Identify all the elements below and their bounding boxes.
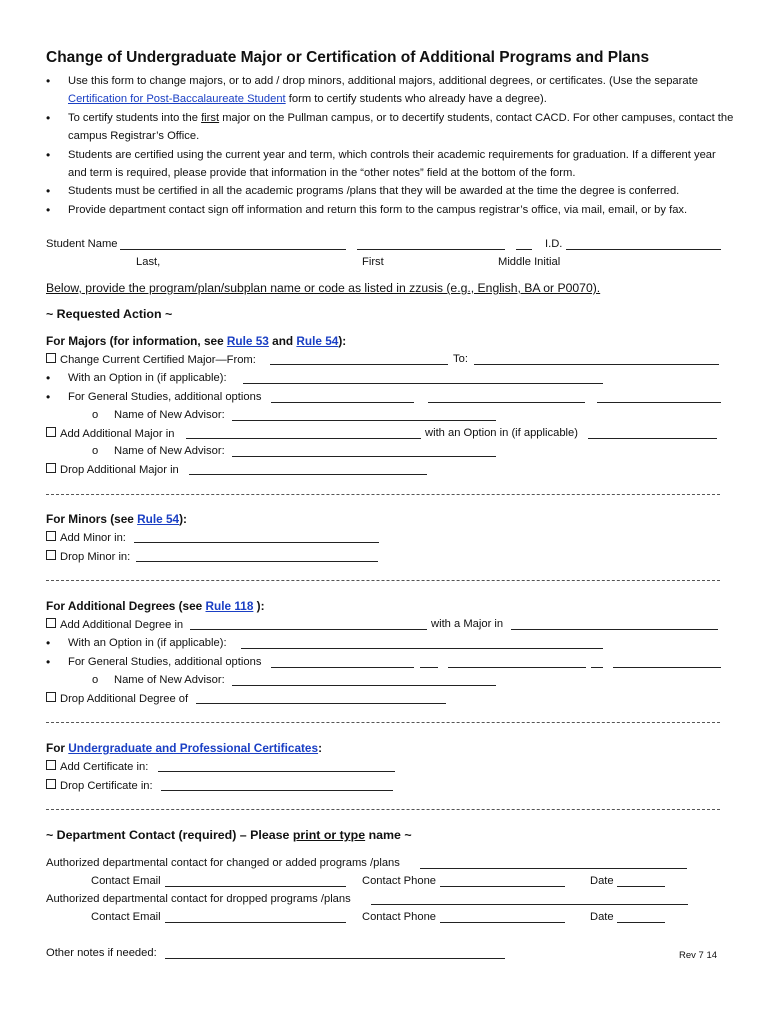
majors-heading <box>46 334 346 348</box>
add-certificate-label: Add Certificate in: <box>60 761 149 773</box>
with-option-label: with an Option in (if applicable) <box>425 427 578 439</box>
drop-minor-field[interactable] <box>136 550 378 562</box>
drop-certificate-field[interactable] <box>161 779 393 791</box>
minors-heading-text: ): <box>179 512 187 526</box>
major-advisor-field[interactable] <box>232 409 496 421</box>
last-name-field[interactable] <box>120 238 346 250</box>
instruction-item: • Students are certified using the current year and term, which controls their academic requirements for graduation. If a different year and term is required, please provide that information in the “other notes” field at the bottom of the form. <box>46 146 736 183</box>
minors-heading-text: For Minors (see <box>46 512 138 526</box>
add-minor-checkbox[interactable] <box>46 531 56 541</box>
add-degree-row <box>46 618 183 631</box>
drop-minor-label: Drop Minor in: <box>60 551 131 563</box>
page-title: Change of Undergraduate Major or Certification of Additional Programs and Plans <box>46 49 650 66</box>
add-degree-checkbox[interactable] <box>46 618 56 628</box>
sub-bullet-icon: o <box>92 445 99 457</box>
drop-degree-row <box>46 692 188 705</box>
add-certificate-field[interactable] <box>158 760 395 772</box>
drop-minor-row <box>46 550 130 563</box>
degree-gen-option-3[interactable] <box>613 656 721 668</box>
instruction-text: Use this form to change majors, or to add / drop minors, additional majors, additional degrees, or certificates. (Use the separate <box>68 75 698 87</box>
option-label: With an Option in (if applicable): <box>68 372 227 384</box>
section-divider <box>46 809 720 810</box>
certificates-heading-text: For <box>46 741 69 755</box>
other-notes-label: Other notes if needed: <box>46 947 157 959</box>
degree-gen-option-2[interactable] <box>448 656 586 668</box>
drop-certificate-row <box>46 779 153 792</box>
add-major-checkbox[interactable] <box>46 427 56 437</box>
drop-major-row <box>46 463 179 476</box>
add-minor-field[interactable] <box>134 531 379 543</box>
instruction-emphasis: first <box>201 111 220 124</box>
drop-degree-field[interactable] <box>196 692 446 704</box>
dropped-email-field[interactable] <box>165 911 346 923</box>
revision-label: Rev 7 14 <box>679 950 718 961</box>
degree-major-field[interactable] <box>511 618 718 630</box>
rule-118-link[interactable]: Rule 118 <box>205 599 254 613</box>
major-from-field[interactable] <box>270 353 448 365</box>
instruction-item: • Students must be certified in all the academic programs /plans that they will be awarded at the time the degree is conferred. <box>46 182 736 200</box>
gen-studies-option-1[interactable] <box>271 391 414 403</box>
date-label: Date <box>590 875 614 887</box>
instruction-text: To certify students into the <box>68 111 202 124</box>
certificates-link[interactable]: Undergraduate and Professional Certificates <box>68 741 319 755</box>
bullet-icon: • <box>46 390 51 404</box>
add-degree-label: Add Additional Degree in <box>60 619 184 631</box>
drop-major-label: Drop Additional Major in <box>60 464 179 476</box>
dropped-phone-field[interactable] <box>440 911 565 923</box>
add-certificate-row <box>46 760 148 773</box>
rule-54-link[interactable]: Rule 54 <box>296 334 339 348</box>
drop-certificate-label: Drop Certificate in: <box>60 780 153 792</box>
changed-phone-field[interactable] <box>440 875 565 887</box>
last-caption: Last, <box>136 256 161 268</box>
instruction-item: • Provide department contact sign off information and return this form to the campus registrar’s office, via mail, email, or by fax. <box>46 201 736 219</box>
contact-email-label: Contact Email <box>91 911 161 923</box>
rule-53-link[interactable]: Rule 53 <box>226 334 269 348</box>
instruction-item <box>46 72 736 109</box>
changed-contact-field[interactable] <box>420 857 687 869</box>
dropped-date-field[interactable] <box>617 911 665 923</box>
option-label: With an Option in (if applicable): <box>68 637 227 649</box>
change-major-checkbox[interactable] <box>46 353 56 363</box>
add-major-advisor-field[interactable] <box>232 445 496 457</box>
id-label: I.D. <box>545 238 563 250</box>
degree-gen-option-1[interactable] <box>271 656 414 668</box>
instruction-text: major on the Pullman campus, or to decertify students, contact CACD. For other campuses, contact the campus Registrar’s Office. <box>68 111 734 143</box>
dept-heading-emphasis: print or type <box>292 828 366 842</box>
bullet-icon: • <box>46 636 51 650</box>
add-major-row <box>46 427 174 440</box>
degree-gen-option-2b[interactable] <box>591 656 603 668</box>
other-notes-field[interactable] <box>165 947 505 959</box>
post-bacc-link[interactable]: Certification for Post-Baccalaureate Student <box>68 93 286 106</box>
section-divider <box>46 722 720 723</box>
add-major-option-field[interactable] <box>588 427 717 439</box>
degrees-heading-text: For Additional Degrees (see <box>46 599 206 613</box>
drop-degree-checkbox[interactable] <box>46 692 56 702</box>
changed-contact-label: Authorized departmental contact for changed or added programs /plans <box>46 857 400 869</box>
instruction-item <box>46 109 736 146</box>
majors-heading-text: ): <box>338 334 347 348</box>
majors-heading-text: and <box>268 334 297 348</box>
bullet-icon: • <box>46 655 51 669</box>
dept-heading-text: ~ Department Contact (required) – Please <box>46 828 293 842</box>
add-minor-row <box>46 531 126 544</box>
id-field[interactable] <box>566 238 721 250</box>
sub-bullet-icon: o <box>92 674 99 686</box>
changed-date-field[interactable] <box>617 875 665 887</box>
middle-initial-field[interactable] <box>516 238 532 250</box>
drop-minor-checkbox[interactable] <box>46 550 56 560</box>
sub-bullet-icon: o <box>92 409 99 421</box>
minors-rule-54-link[interactable]: Rule 54 <box>137 512 180 526</box>
change-major-label: Change Current Certified Major—From: <box>60 354 256 366</box>
instruction-text: form to certify students who already have a degree). <box>285 93 547 106</box>
with-major-label: with a Major in <box>431 618 504 630</box>
dropped-contact-field[interactable] <box>371 893 688 905</box>
first-name-field[interactable] <box>357 238 505 250</box>
minors-heading <box>46 512 187 526</box>
middle-caption: Middle Initial <box>498 256 561 268</box>
dropped-contact-label: Authorized departmental contact for dropped programs /plans <box>46 893 351 905</box>
majors-heading-text: For Majors (for information, see <box>46 334 227 348</box>
changed-email-field[interactable] <box>165 875 346 887</box>
degrees-heading-text: ): <box>253 599 265 613</box>
gen-studies-option-3[interactable] <box>597 391 721 403</box>
drop-major-field[interactable] <box>189 463 427 475</box>
contact-phone-label: Contact Phone <box>362 911 437 923</box>
dept-heading-text: name ~ <box>365 828 412 842</box>
add-certificate-checkbox[interactable] <box>46 760 56 770</box>
student-name-label: Student Name <box>46 238 118 250</box>
date-label: Date <box>590 911 614 923</box>
dept-contact-heading <box>46 828 412 842</box>
drop-certificate-checkbox[interactable] <box>46 779 56 789</box>
change-major-row <box>46 353 256 366</box>
gen-studies-label: For General Studies, additional options <box>68 391 262 403</box>
degree-advisor-field[interactable] <box>232 674 496 686</box>
advisor-label: Name of New Advisor: <box>114 445 225 457</box>
instructions-list <box>46 72 736 219</box>
degree-option-field[interactable] <box>241 637 603 649</box>
bullet-icon: • <box>46 371 51 385</box>
major-option-field[interactable] <box>243 372 603 384</box>
advisor-label: Name of New Advisor: <box>114 674 225 686</box>
contact-email-label: Contact Email <box>91 875 161 887</box>
requested-action-heading: ~ Requested Action ~ <box>46 307 173 321</box>
gen-studies-option-2[interactable] <box>428 391 585 403</box>
zzusis-note: Below, provide the program/plan/subplan name or code as listed in zzusis (e.g., English, BA or P0070). <box>46 281 601 295</box>
gen-studies-label: For General Studies, additional options <box>68 656 262 668</box>
certificates-heading <box>46 741 322 755</box>
section-divider <box>46 580 720 581</box>
add-major-field[interactable] <box>186 427 421 439</box>
section-divider <box>46 494 720 495</box>
degree-gen-option-1b[interactable] <box>420 656 438 668</box>
certificates-heading-text: : <box>318 741 322 755</box>
advisor-label: Name of New Advisor: <box>114 409 225 421</box>
add-degree-field[interactable] <box>190 618 427 630</box>
major-to-field[interactable] <box>474 353 719 365</box>
add-major-label: Add Additional Major in <box>60 428 175 440</box>
drop-major-checkbox[interactable] <box>46 463 56 473</box>
add-minor-label: Add Minor in: <box>60 532 126 544</box>
first-caption: First <box>362 256 384 268</box>
drop-degree-label: Drop Additional Degree of <box>60 693 189 705</box>
contact-phone-label: Contact Phone <box>362 875 437 887</box>
to-label: To: <box>453 353 468 365</box>
degrees-heading <box>46 599 265 613</box>
